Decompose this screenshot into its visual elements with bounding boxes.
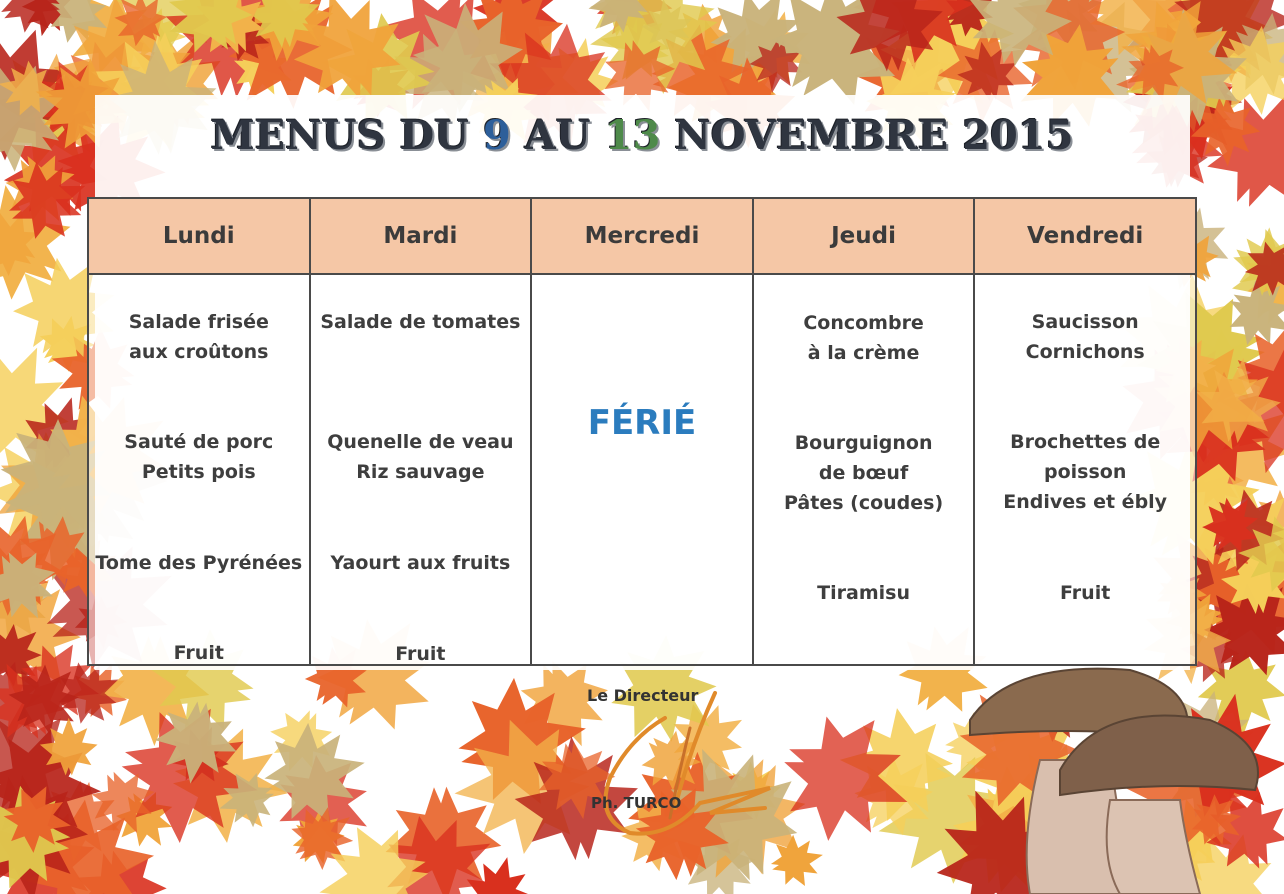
starter: Salade de tomates [320,311,521,333]
holiday-label: FÉRIÉ [587,403,697,443]
day-cell-mardi [310,274,532,665]
day-header-mardi: Mardi [310,198,532,274]
director-name: Ph. TURCO [591,794,682,812]
main-course: Sauté de porc Petits pois [124,431,274,483]
day-cell-jeudi [753,274,975,665]
director-signature [570,688,790,848]
menu-title: MENUS DU 9 AU 13 NOVEMBRE 2015 [210,112,1074,159]
days-header-row [88,198,1196,274]
title-end-day: 13 [604,112,661,159]
dessert: Fruit [173,642,224,664]
day-header-lundi: Lundi [88,198,310,274]
title-start-day: 9 [482,112,511,159]
dairy: Yaourt aux fruits [330,552,511,574]
dessert: Tiramisu [817,582,910,604]
dessert: Fruit [395,643,446,665]
main-course: Quenelle de veau Riz sauvage [327,431,514,483]
main-course: Bourguignon de bœuf Pâtes (coudes) [784,432,944,514]
day-cell-mercredi [531,274,753,665]
day-header-mercredi: Mercredi [531,198,753,274]
weekly-menu-table [87,197,1197,666]
starter: Concombre à la crème [803,312,924,364]
day-cell-lundi [88,274,310,665]
director-label: Le Directeur [587,686,699,705]
dishes-row [88,274,1196,665]
dessert: Fruit [1060,582,1111,604]
starter: Saucisson Cornichons [1025,311,1145,363]
day-header-vendredi: Vendredi [974,198,1196,274]
day-cell-vendredi [974,274,1196,665]
main-course: Brochettes de poisson Endives et ébly [1003,431,1168,513]
starter: Salade frisée aux croûtons [128,311,269,363]
cheese: Tome des Pyrénées [95,552,303,574]
day-header-jeudi: Jeudi [753,198,975,274]
